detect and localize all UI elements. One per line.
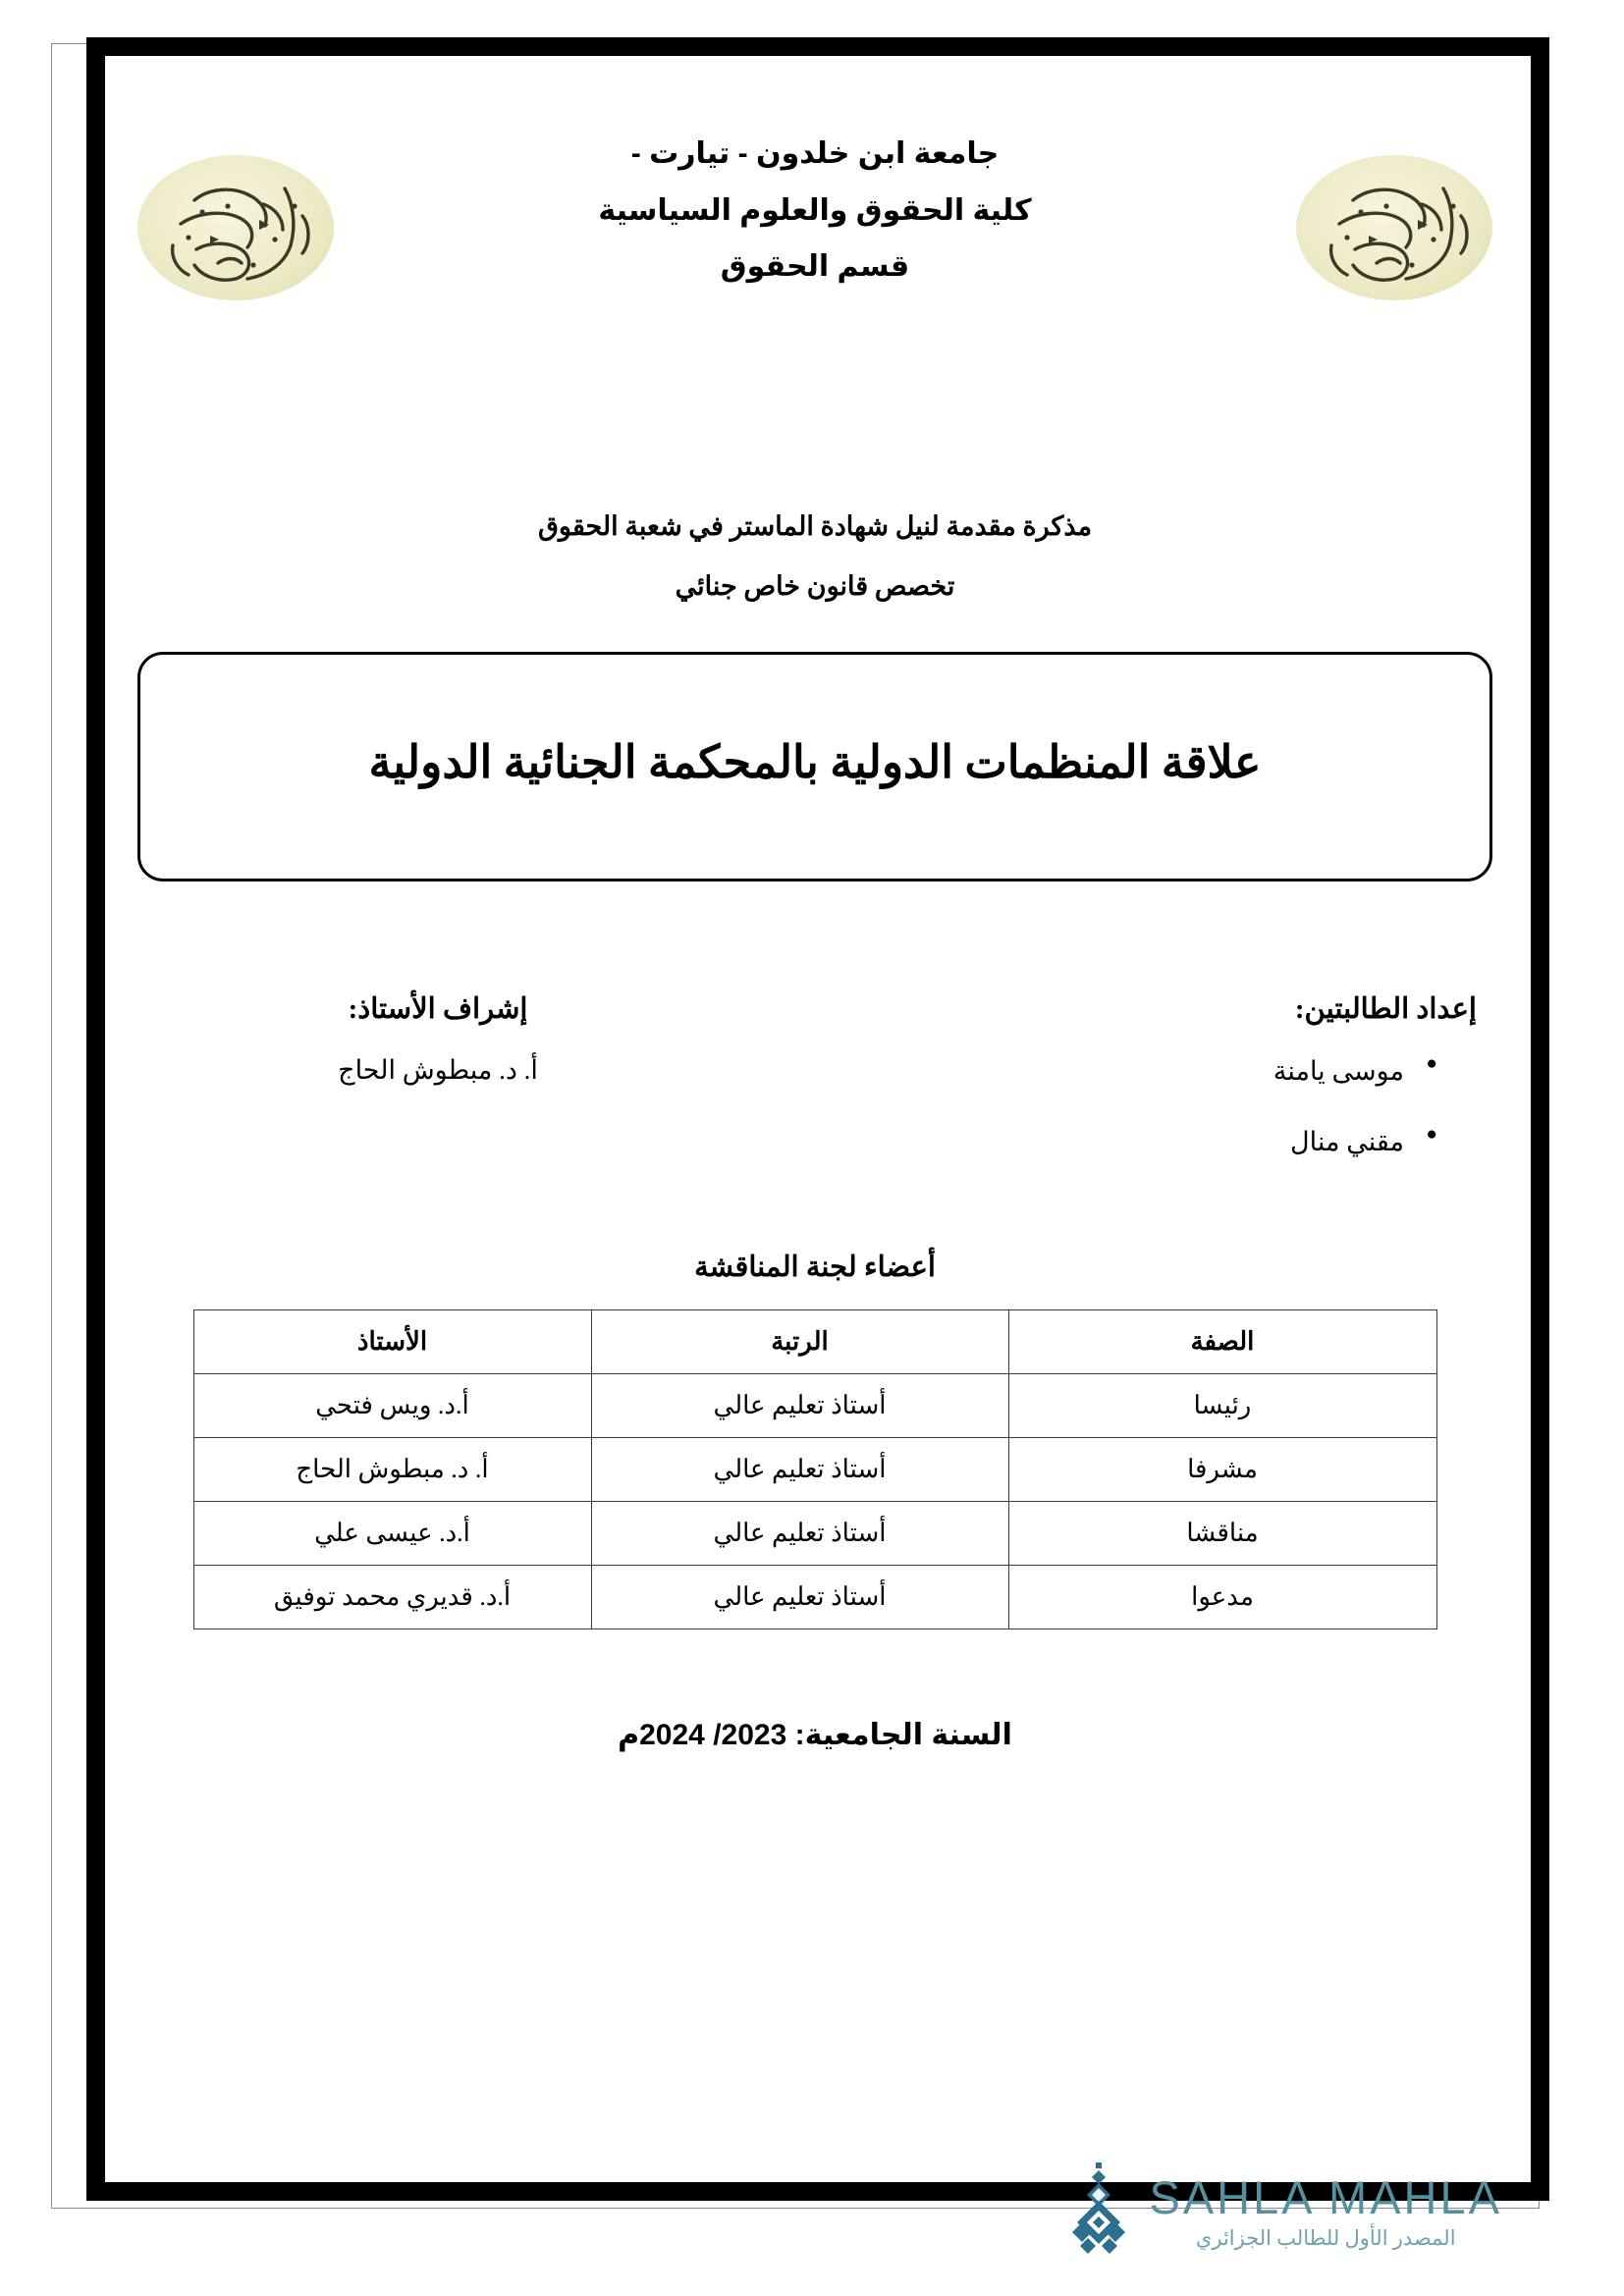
supervisor-column [153,991,762,1198]
diamond-ornament-icon [1062,2162,1135,2264]
supervisor-heading: إشراف الأستاذ: [348,992,528,1025]
cell-rank: أستاذ تعليم عالي [591,1374,1008,1438]
table-header-row [193,1310,1436,1374]
cell-professor: أ.د. قديري محمد توفيق [193,1566,591,1629]
faculty-name: كلية الحقوق والعلوم السياسية [598,193,1032,227]
table-row [193,1502,1436,1566]
header-band [118,126,1512,371]
sahla-mahla-watermark [1062,2162,1502,2264]
cell-role: مشرفا [1008,1438,1436,1502]
degree-statement [118,497,1512,616]
watermark-tagline: المصدر الأول للطالب الجزائري [1195,2226,1456,2250]
list-item: ● مقني منال [868,1126,1437,1157]
cell-role: مدعوا [1008,1566,1436,1629]
cell-role: رئيسا [1008,1374,1436,1438]
watermark-text-block [1149,2171,1502,2251]
cell-role: مناقشا [1008,1502,1436,1566]
supervisor-name: أ. د. مبطوش الحاج [338,1054,538,1085]
students-heading: إعداد الطالبتين: [1294,992,1477,1025]
degree-line-2: تخصص قانون خاص جنائي [675,570,955,601]
cell-professor: أ.د. عيسى علي [193,1502,591,1566]
students-column [868,991,1477,1198]
column-header-role: الصفة [1008,1310,1436,1374]
university-heading [118,126,1512,295]
table-row [193,1438,1436,1502]
column-header-rank: الرتبة [591,1310,1008,1374]
cell-rank: أستاذ تعليم عالي [591,1502,1008,1566]
department-name: قسم الحقوق [720,250,910,284]
degree-line-1: مذكرة مقدمة لنيل شهادة الماستر في شعبة الحقوق [537,511,1093,541]
column-header-professor: الأستاذ [193,1310,591,1374]
committee-heading: أعضاء لجنة المناقشة [694,1252,936,1284]
thesis-title: علاقة المنظمات الدولية بالمحكمة الجنائية الدولية [368,737,1262,788]
cell-professor: أ. د. مبطوش الحاج [193,1438,591,1502]
cell-rank: أستاذ تعليم عالي [591,1566,1008,1629]
cover-page-content [118,69,1512,2250]
students-list [868,1055,1477,1158]
cell-professor: أ.د. ويس فتحي [193,1374,591,1438]
table-row [193,1374,1436,1438]
list-item: ● موسى يامنة [868,1055,1437,1087]
thesis-title-box [137,652,1492,881]
table-row [193,1566,1436,1629]
authors-supervisor-row [118,991,1512,1198]
committee-table [193,1309,1437,1629]
academic-year: السنة الجامعية: 2023/ 2024م [618,1719,1012,1752]
cell-rank: أستاذ تعليم عالي [591,1438,1008,1502]
university-name: جامعة ابن خلدون - تيارت - [630,137,1000,170]
watermark-brand: SAHLA MAHLA [1149,2171,1502,2223]
